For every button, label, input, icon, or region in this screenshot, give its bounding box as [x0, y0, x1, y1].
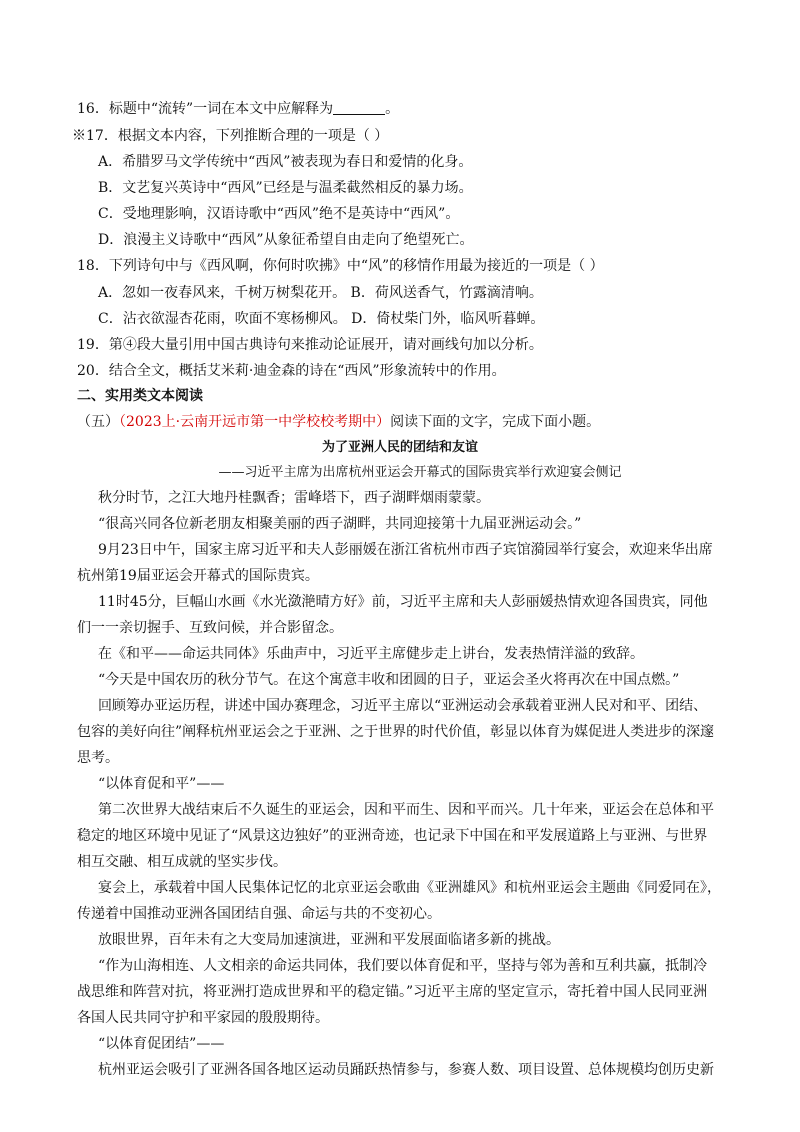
intro-prefix: （五） [77, 414, 119, 430]
article-line: “作为山海相连、人文相亲的命运共同体，我们要以体育促和平，坚持与邻为善和互利共赢，抵制冷 [98, 958, 708, 974]
question-16-end: 。 [385, 101, 400, 117]
article-line: “以体育促和平”—— [98, 776, 225, 792]
intro-suffix: 阅读下面的文字，完成下面小题。 [390, 414, 601, 430]
question-20: 20．结合全文，概括艾米莉·迪金森的诗在“西风”形象流转中的作用。 [77, 363, 506, 379]
article-line: 回顾筹办亚运历程，讲述中国办赛理念，习近平主席以“亚洲运动会承载着亚洲人民对和平、团结、 [98, 698, 708, 714]
question-18-options-cd: C．沾衣欲湿杏花雨，吹面不寒杨柳风。 D．倚杖柴门外，临风听暮蝉。 [98, 311, 545, 327]
article-line: 各国人民共同守护和平家园的殷殷期待。 [77, 1010, 329, 1026]
article-line: 放眼世界，百年未有之大变局加速演进，亚洲和平发展面临诸多新的挑战。 [98, 932, 560, 948]
article-line: 战思维和阵营对抗，将亚洲打造成世界和平的稳定锚。”习近平主席的坚定宣示，寄托着中国人民同亚洲 [77, 984, 708, 1000]
section-intro [77, 412, 600, 432]
article-line: 秋分时节，之江大地丹桂飘香；雷峰塔下，西子湖畔烟雨蒙蒙。 [98, 490, 490, 506]
article-line: 第二次世界大战结束后不久诞生的亚运会，因和平而生、因和平而兴。几十年来，亚运会在总体和平 [98, 802, 714, 818]
question-17-option-a: A．希腊罗马文学传统中“西风”被表现为春日和爱情的化身。 [98, 154, 473, 170]
article-line: 杭州亚运会吸引了亚洲各国各地区运动员踊跃热情参与，参赛人数、项目设置、总体规模均创历史新 [98, 1062, 714, 1078]
article-title: 为了亚洲人民的团结和友谊 [321, 440, 478, 455]
article-line: 相互交融、相互成就的坚实步伐。 [77, 854, 287, 870]
question-18: 18．下列诗句中与《西风啊，你何时吹拂》中“风”的移情作用最为接近的一项是（ ） [77, 258, 604, 274]
article-line: 稳定的地区环境中见证了“风景这边独好”的亚洲奇迹，也记录下中国在和平发展道路上与亚洲、与世界 [77, 828, 708, 844]
answer-blank[interactable] [333, 100, 385, 115]
article-line: 11时45分，巨幅山水画《水光潋滟晴方好》前，习近平主席和夫人彭丽媛热情欢迎各国贵宾，同他 [98, 594, 708, 610]
article-line: “以体育促团结”—— [98, 1036, 225, 1052]
article-line: 传递着中国推动亚洲各国团结自强、命运与共的不变初心。 [77, 906, 441, 922]
article-subtitle: ——习近平主席为出席杭州亚运会开幕式的国际贵宾举行欢迎宴会侧记 [218, 465, 622, 480]
article-line: 包容的美好向往”阐释杭州亚运会之于亚洲、之于世界的时代价值，彰显以体育为媒促进人类进步的深邃 [77, 724, 715, 740]
question-16-text: 16．标题中“流转”一词在本文中应解释为 [77, 101, 334, 117]
question-17-option-d: D．浪漫主义诗歌中“西风”从象征希望自由走向了绝望死亡。 [98, 232, 474, 248]
question-17: ※17．根据文本内容，下列推断合理的一项是（ ） [72, 128, 389, 144]
question-17-option-c: C．受地理影响，汉语诗歌中“西风”绝不是英诗中“西风”。 [98, 206, 460, 222]
intro-source: （2023上·云南开远市第一中学校校考期中） [119, 414, 391, 430]
section-heading: 二、实用类文本阅读 [77, 388, 203, 404]
article-line: 们一一亲切握手、互致问候，并合影留念。 [77, 620, 343, 636]
article-line: 9月23日中午，国家主席习近平和夫人彭丽媛在浙江省杭州市西子宾馆漪园举行宴会，欢迎来华出席 [98, 542, 713, 558]
question-18-options-ab: A．忽如一夜春风来，千树万树梨花开。 B．荷风送香气，竹露滴清响。 [98, 285, 543, 301]
question-16 [77, 99, 399, 119]
article-line: “今天是中国农历的秋分节气。在这个寓意丰收和团圆的日子，亚运会圣火将再次在中国点燃。” [98, 672, 680, 688]
question-19: 19．第④段大量引用中国古典诗句来推动论证展开，请对画线句加以分析。 [77, 337, 543, 353]
question-17-option-b: B．文艺复兴英诗中“西风”已经是与温柔截然相反的暴力场。 [98, 180, 473, 196]
article-line: 在《和平——命运共同体》乐曲声中，习近平主席健步走上讲台，发表热情洋溢的致辞。 [98, 646, 644, 662]
article-line: 宴会上，承载着中国人民集体记忆的北京亚运会歌曲《亚洲雄风》和杭州亚运会主题曲《同爱同在》， [98, 880, 721, 896]
article-line: 杭州第19届亚运会开幕式的国际贵宾。 [77, 568, 319, 584]
article-line: 思考。 [77, 750, 119, 766]
article-line: “很高兴同各位新老朋友相聚美丽的西子湖畔，共同迎接第十九届亚洲运动会。” [98, 516, 582, 532]
